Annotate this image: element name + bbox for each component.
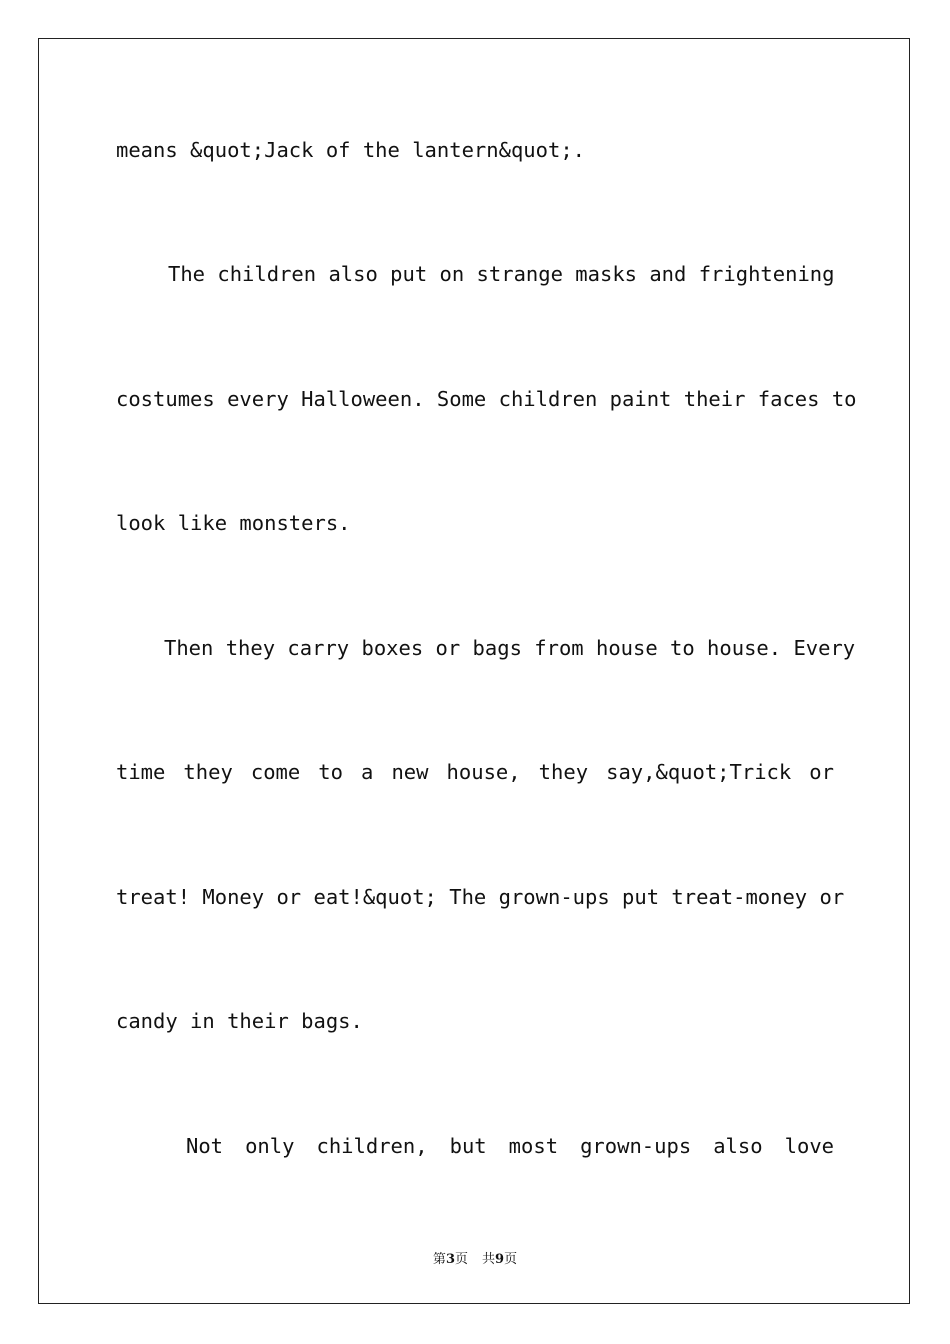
page-number: 3 (445, 1252, 455, 1267)
text-line: treat! Money or eat!&quot; The grown-ups put treat-money or (116, 885, 845, 909)
text-line: time they come to a new house, they say,&quot;Trick or (116, 760, 834, 784)
text-line: candy in their bags. (116, 1009, 363, 1033)
total-pages: 9 (495, 1252, 505, 1267)
page-footer (0, 1248, 950, 1267)
paragraph-start-line: The children also put on strange masks and frightening (168, 262, 835, 286)
paragraph-start-line: Not only children, but most grown-ups also love (186, 1134, 834, 1158)
paragraph-start-line: Then they carry boxes or bags from house to house. Every (164, 636, 856, 660)
page-frame (38, 38, 910, 1304)
total-prefix: 共 (482, 1252, 496, 1267)
total-suffix: 页 (504, 1252, 518, 1267)
text-line: look like monsters. (116, 511, 351, 535)
text-line: means &quot;Jack of the lantern&quot;. (116, 138, 585, 162)
text-line: costumes every Halloween. Some children paint their faces to (116, 387, 857, 411)
page-prefix: 第 (432, 1252, 446, 1267)
page-suffix: 页 (454, 1252, 468, 1267)
